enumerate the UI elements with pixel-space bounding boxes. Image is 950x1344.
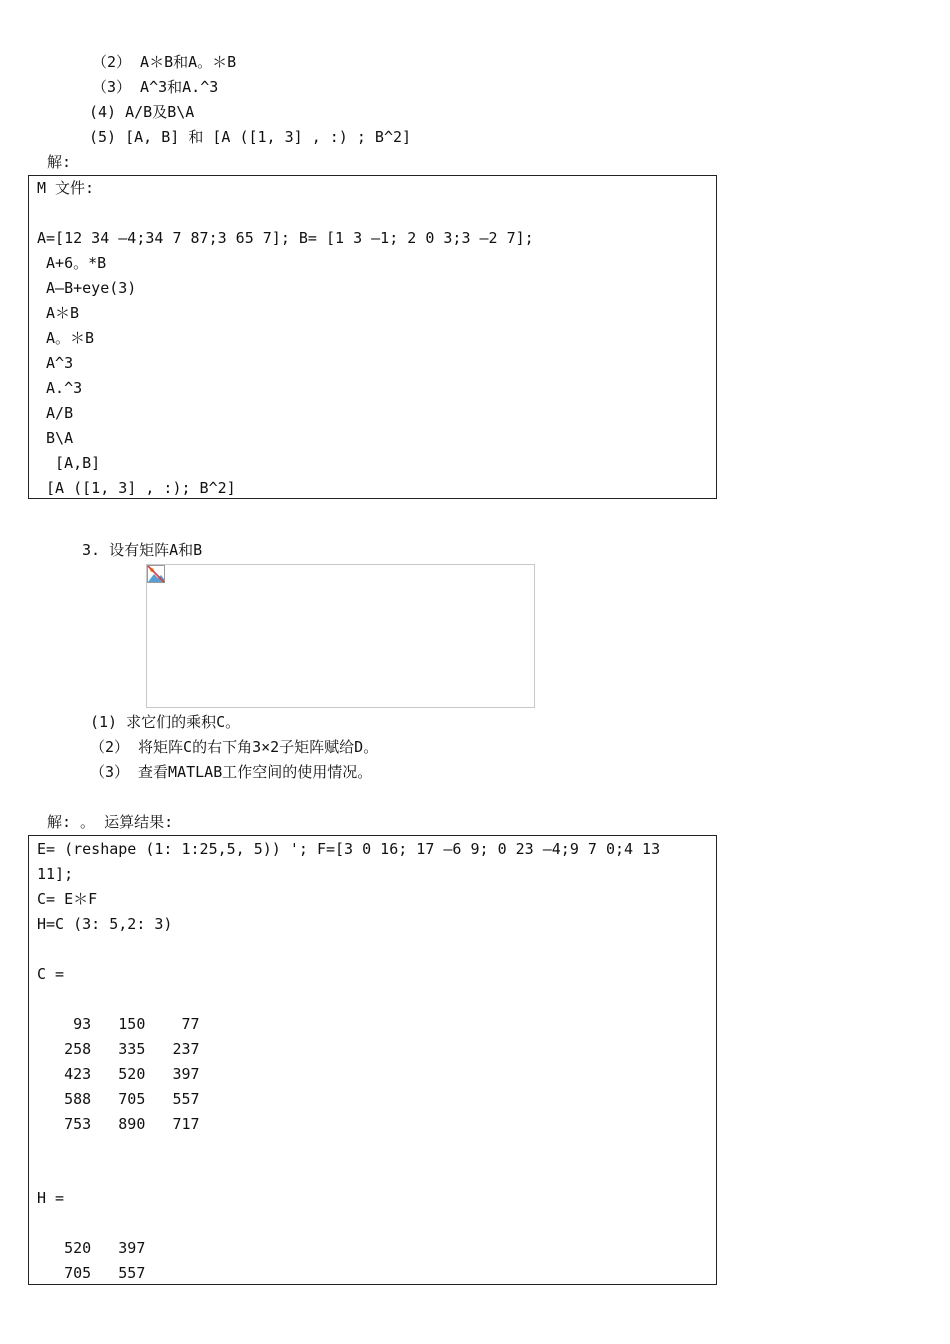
question-3-item-1: (1) 求它们的乘积C。 xyxy=(90,713,241,731)
code-line: A+6。*B xyxy=(37,254,107,272)
code-line: A/B xyxy=(37,404,74,422)
code-line: B\A xyxy=(37,429,74,447)
question-3-item-3: （3） 查看MATLAB工作空间的使用情况。 xyxy=(90,763,373,781)
matrix-row: 753 890 717 xyxy=(37,1115,200,1133)
code-line: M 文件: xyxy=(37,179,95,197)
matrix-row: 520 397 xyxy=(37,1239,146,1257)
matrix-row: 705 557 xyxy=(37,1264,146,1282)
matrix-image-placeholder xyxy=(146,564,535,708)
code-box-2 xyxy=(28,835,717,1285)
answer-label-1: 解: xyxy=(47,153,72,171)
item-2-3: （3） A^3和A.^3 xyxy=(92,78,219,96)
code-line: 11]; xyxy=(37,865,74,883)
matrix-row: 423 520 397 xyxy=(37,1065,200,1083)
matrix-row: 258 335 237 xyxy=(37,1040,200,1058)
code-line: A.^3 xyxy=(37,379,83,397)
code-line: A＊B xyxy=(37,304,80,322)
item-2-4: (4) A/B及B\A xyxy=(89,103,195,121)
code-line: A。＊B xyxy=(37,329,95,347)
item-2-2: （2） A＊B和A。＊B xyxy=(92,53,237,71)
matrix-row: 588 705 557 xyxy=(37,1090,200,1108)
code-line: C = xyxy=(37,965,65,983)
code-line: A—B+eye(3) xyxy=(37,279,137,297)
code-line: C= E＊F xyxy=(37,890,98,908)
code-line: [A,B] xyxy=(37,454,101,472)
question-3-item-2: （2） 将矩阵C的右下角3×2子矩阵赋给D。 xyxy=(90,738,379,756)
broken-image-icon xyxy=(147,565,165,583)
item-2-5: (5) [A, B] 和 [A ([1, 3] , :) ; B^2] xyxy=(89,128,412,146)
answer-label-2: 解: 。 运算结果: xyxy=(47,813,174,831)
matrix-row: 93 150 77 xyxy=(37,1015,200,1033)
code-line: A=[12 34 —4;34 7 87;3 65 7]; B= [1 3 —1; 2 0 3;3 —2 7]; xyxy=(37,229,534,247)
code-line: [A ([1, 3] , :); B^2] xyxy=(37,479,236,497)
code-line: H=C (3: 5,2: 3) xyxy=(37,915,173,933)
question-3-title: 3. 设有矩阵A和B xyxy=(82,541,203,559)
code-line: A^3 xyxy=(37,354,74,372)
code-line: E= (reshape (1: 1:25,5, 5)) '; F=[3 0 16; 17 —6 9; 0 23 —4;9 7 0;4 13 xyxy=(37,840,661,858)
code-line: H = xyxy=(37,1189,65,1207)
code-box-1 xyxy=(28,175,717,499)
